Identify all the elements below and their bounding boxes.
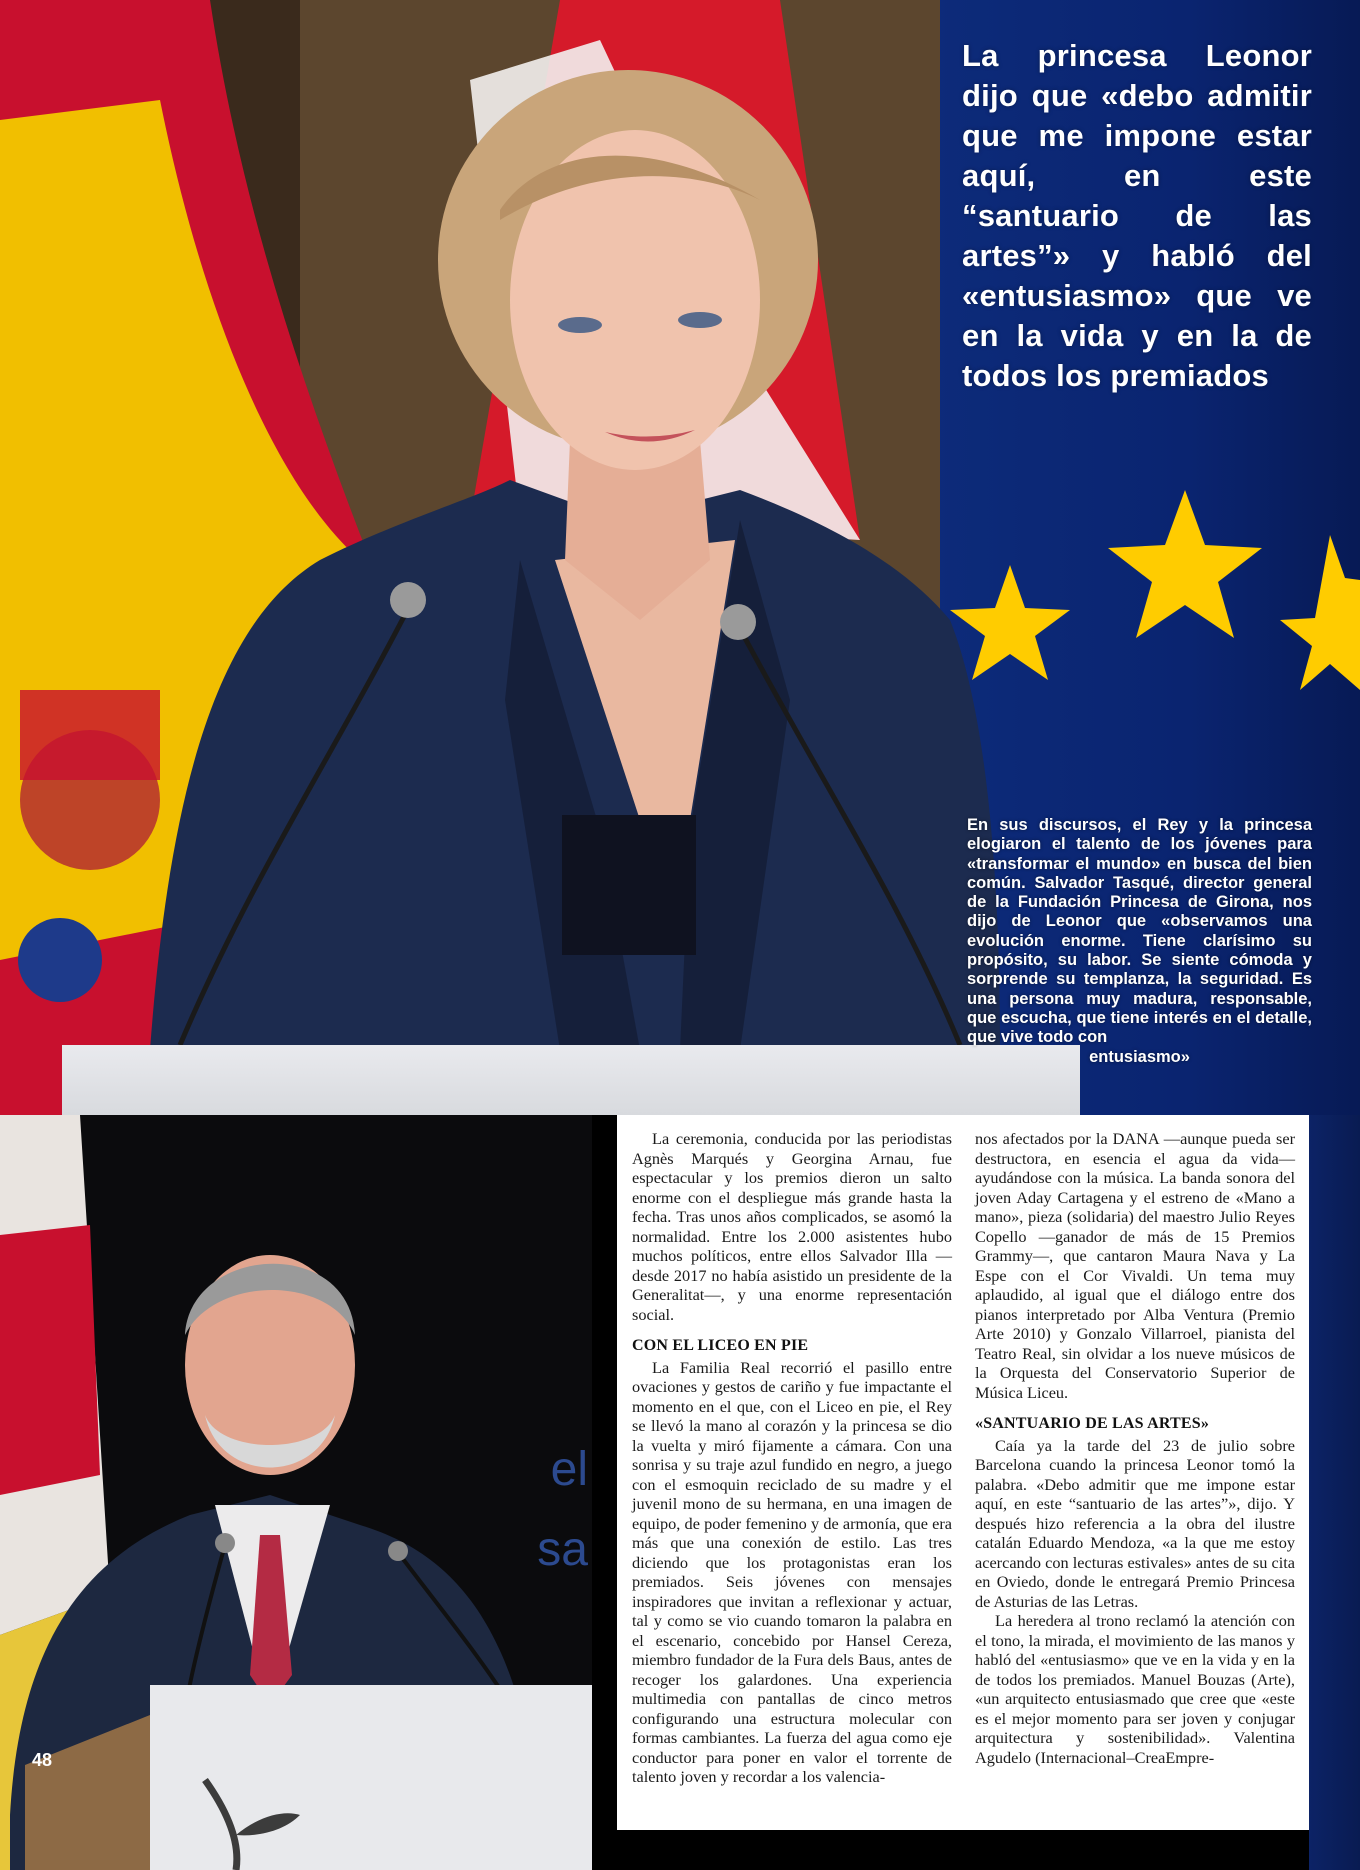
paragraph: La heredera al trono reclamó la atención con el tono, la mirada, el movimiento de las manos y habló del «entusiasmo» que ve en la vida y en la de todos los premiados. Manuel Bouzas (Arte), «un arquitecto entusiasmado que cree que «este es el mejor momento para ser joven y conjugar arquitectura y sostenibilidad». Valentina Agudelo (Internacional–CreaEmpre- [975, 1611, 1295, 1767]
microphone-head-left [390, 582, 426, 618]
lectern-bottom [150, 1685, 592, 1870]
paragraph: Caía ya la tarde del 23 de julio sobre Barcelona cuando la princesa Leonor tomó la palabra. «Debo admitir que me impone estar aquí, en este “santuario de las artes”», dijo. Y después hizo referencia a la obra del ilustre catalán Eduardo Mendoza, «a la que me estoy acercando con lecturas estivales» antes de su cita en Oviedo, donde le entregará Premio Princesa de Asturias de las Letras. [975, 1435, 1295, 1611]
page-number: 48 [32, 1750, 53, 1770]
paragraph: La Familia Real recorrió el pasillo entre ovaciones y gestos de cariño y fue impactante el momento en el que, con el Liceo en pie, el Rey se llevó la mano al corazón y la princesa se dio la vuelta y miró fijamente a cámara. Con una sonrisa y su traje azul fundido en negro, a juego con el esmoquin reciclado de su madre y el juvenil mono de su hermana, en una imagen de equipo, de poder femenino y de armonía, que era más que una conexión de estilo. Las tres diciendo que los protagonistas eran los premiados. Seis jóvenes con mensajes inspiradores que invitan a reflexionar y actuar, tal y como se vio cuando tomaron la palabra en el escenario, concebido por Hansel Cereza, miembro fundador de la Fura dels Baus, antes de recoger los galardones. Una experiencia multimedia con pantallas de cinco metros configurando una estructura molecular con formas cambiantes. La fuerza del agua como eje conductor para poner en valor el torrente de talento joven y recordar a los valencia- [632, 1357, 952, 1786]
headline: La princesa Leonor dijo que «debo admitir que me impone estar aquí, en este “santuario de las artes”» y habló del «entusiasmo» que ve en la vida y en la de todos los premiados [962, 38, 1312, 393]
subheading: CON EL LICEO EN PIE [632, 1337, 809, 1354]
photo-caption [967, 816, 1312, 1067]
black-top [562, 815, 696, 955]
svg-text:sa: sa [537, 1523, 588, 1576]
eu-flag-edge [1309, 1115, 1360, 1870]
article-column-left [632, 1129, 952, 1787]
paragraph: La ceremonia, conducida por las periodistas Agnès Marqués y Georgina Arnau, fue espectacular y los premios dieron un salto enorme con el despliegue más grande hasta la fecha. Tras unos años complicados, se asomó la normalidad. Entre los 2.000 asistentes hubo muchos políticos, entre ellos Salvador Illa —desde 2017 no había asistido un presidente de la Generalitat—, y una enorme representación social. [632, 1129, 952, 1324]
article-column-right [975, 1129, 1295, 1767]
article-text [617, 1115, 1309, 1830]
king-speech-photo [0, 1115, 592, 1870]
subheading: «SANTUARIO DE LAS ARTES» [975, 1415, 1210, 1432]
svg-text:el: el [550, 1443, 588, 1496]
king-illustration [0, 1115, 592, 1870]
lectern [62, 1045, 1080, 1115]
paragraph: nos afectados por la DANA —aunque pueda ser destructora, en esencia el agua da vida— ayudándose con la música. La banda sonora del joven Aday Cartagena y el estreno de «Mano a mano», pieza (solidaria) del maestro Julio Reyes Copello —ganador de más de 15 Premios Grammy—, que cantaron Maura Nava y La Espe con el Cor Vivaldi. Un tema muy aplaudido, al igual que el diálogo entre dos pianos interpretado por Alba Ventura (Premio Arte 2010) y Gonzalo Villarroel, pianista del Teatro Real, sin olvidar a los nueve músicos de la Orquesta del Conservatorio Superior de Música Liceu. [975, 1129, 1295, 1402]
eu-stars [950, 490, 1360, 690]
caption-last-line: entusiasmo» [1089, 1047, 1190, 1066]
microphone-head-right [720, 604, 756, 640]
caption-body: En sus discursos, el Rey y la princesa elogiaron el talento de los jóvenes para «transformar el mundo» en busca del bien común. Salvador Tasqué, director general de la Fundación Princesa de Girona, nos dijo de Leonor que «observamos una evolución enorme. Tiene clarísimo su propósito, su labor. Se siente cómoda y sorprende su templanza, la seguridad. Es una persona muy madura, responsable, que escucha, que tiene interés en el detalle, que vive todo con [967, 816, 1312, 1047]
